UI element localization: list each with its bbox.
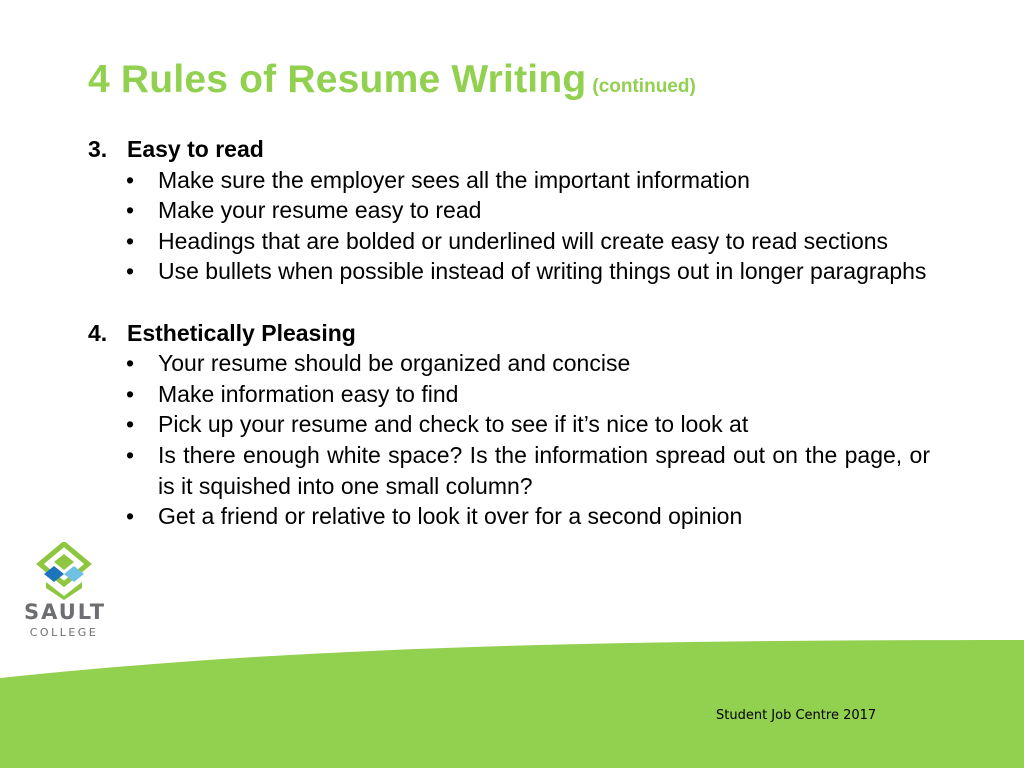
- section-number: 3.: [88, 136, 108, 162]
- bullet-text: Get a friend or relative to look it over for a second opinion: [158, 503, 743, 530]
- section-heading-text: Esthetically Pleasing: [127, 319, 356, 346]
- bullet-icon: •: [126, 503, 135, 530]
- bullet-icon: •: [126, 227, 135, 254]
- bullet-icon: •: [126, 441, 135, 468]
- logo-name: SAULT: [24, 600, 107, 624]
- bullet-text: Pick up your resume and check to see if it’s nice to look at: [158, 411, 749, 438]
- bullet-text: Make information easy to find: [158, 380, 459, 407]
- list-item: [88, 409, 930, 440]
- bullet-icon: •: [126, 258, 135, 285]
- bullet-text: Make sure the employer sees all the important information: [158, 166, 750, 193]
- bullet-text: Your resume should be organized and concise: [158, 350, 631, 377]
- footer-band: [0, 640, 1024, 768]
- slide-title: 4 Rules of Resume Writing: [88, 58, 587, 101]
- section-heading-esthetically-pleasing: [88, 318, 930, 349]
- section-heading-text: Easy to read: [127, 136, 264, 162]
- footer-text: Student Job Centre 2017: [716, 708, 877, 723]
- bullet-text: Make your resume easy to read: [158, 197, 482, 224]
- slide-content: [88, 134, 930, 532]
- bullet-icon: •: [126, 411, 135, 438]
- bullet-list-easy-to-read: [88, 165, 930, 287]
- list-item: [88, 348, 930, 379]
- section-heading-easy-to-read: [88, 134, 930, 165]
- sault-college-logo-icon: [24, 542, 104, 602]
- bullet-list-esthetically-pleasing: [88, 348, 930, 532]
- bullet-icon: •: [126, 197, 135, 224]
- list-item: [88, 226, 930, 257]
- sault-college-logo: [24, 542, 107, 644]
- bullet-text: Use bullets when possible instead of writing things out in longer paragraphs: [158, 258, 927, 285]
- list-item: [88, 440, 930, 501]
- list-item: [88, 379, 930, 410]
- section-number: 4.: [88, 319, 108, 346]
- list-item: [88, 165, 930, 196]
- bullet-icon: •: [126, 166, 135, 193]
- list-item: [88, 195, 930, 226]
- bullet-icon: •: [126, 380, 135, 407]
- slide-title-block: [88, 58, 948, 102]
- bullet-icon: •: [126, 350, 135, 377]
- list-item: [88, 256, 930, 287]
- section-spacer: [88, 287, 930, 318]
- logo-subname: COLLEGE: [29, 626, 99, 639]
- slide-title-suffix: (continued): [592, 76, 696, 97]
- list-item: [88, 501, 930, 532]
- bullet-text: Is there enough white space? Is the information spread out on the page, or is it squished into one small column?: [158, 441, 930, 499]
- bullet-text: Headings that are bolded or underlined will create easy to read sections: [158, 227, 889, 254]
